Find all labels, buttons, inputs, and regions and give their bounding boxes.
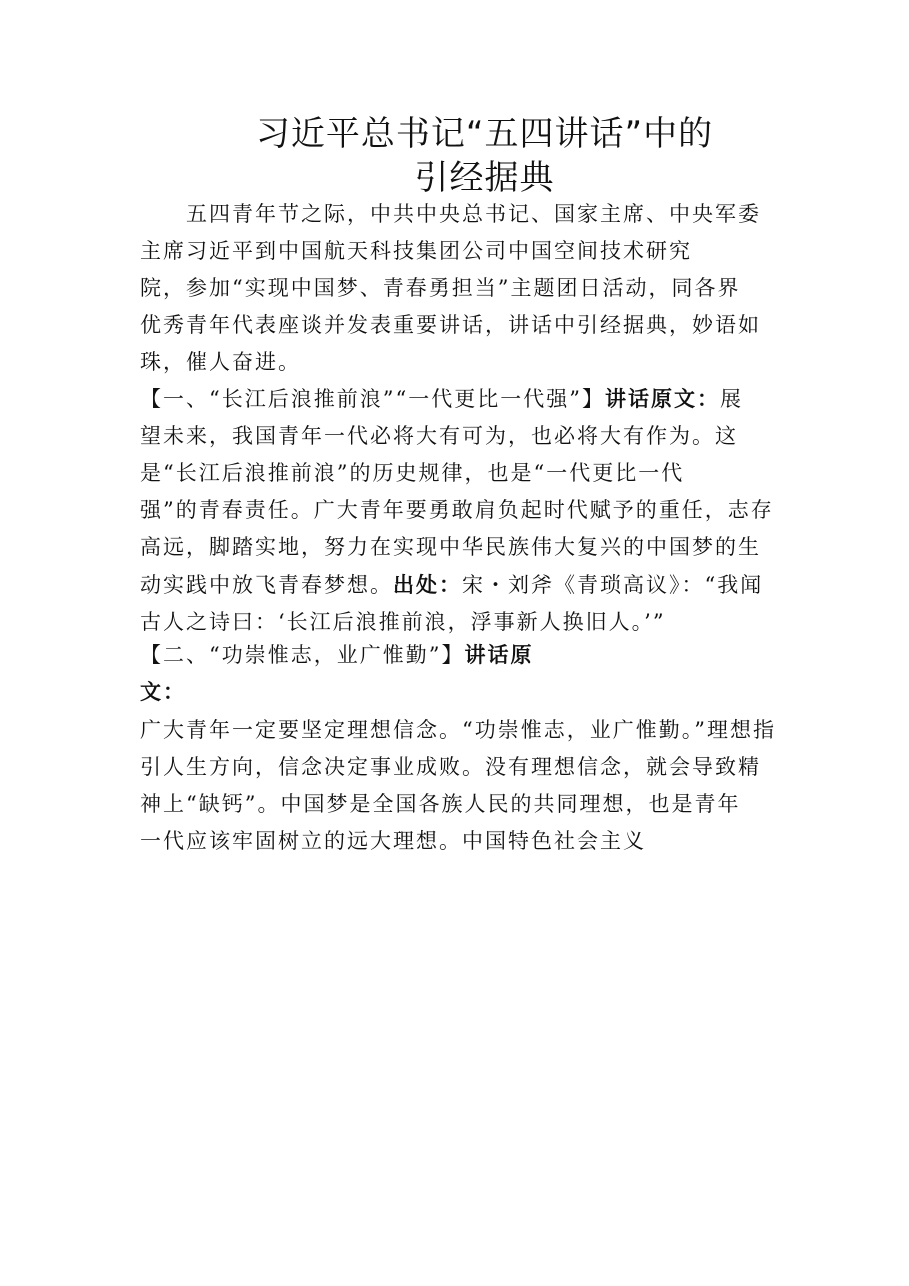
section-2-label-line <box>140 673 780 710</box>
section-2-heading: 【二、“功崇惟志，业广惟勤”】 <box>140 643 465 667</box>
section-2-body <box>140 712 780 860</box>
section-1-original-label: 讲话原文： <box>604 386 720 411</box>
document-title-line-2: 引经据典 <box>414 158 555 198</box>
intro-paragraph <box>140 196 780 381</box>
section-2-heading-wrap <box>140 636 780 674</box>
section-1-line: 望未来，我国青年一代必将大有可为，也必将大有作为。这 <box>140 424 738 448</box>
section-1-line: 是“长江后浪推前浪”的历史规律，也是“一代更比一代 <box>140 461 685 485</box>
section-1-line: 高远，脚踏实地，努力在实现中华民族伟大复兴的中国梦的生 <box>140 535 761 559</box>
intro-line: 五四青年节之际，中共中央总书记、国家主席、中央军委 <box>186 202 761 226</box>
section-2-line: 广大青年一定要坚定理想信念。“功崇惟志，业广惟勤。”理想指 <box>140 718 776 742</box>
section-2-line: 一代应该牢固树立的远大理想。中国特色社会主义 <box>140 829 646 853</box>
intro-line: 优秀青年代表座谈并发表重要讲话，讲话中引经据典，妙语如 <box>140 313 761 337</box>
section-1-source-label: 出处： <box>393 572 462 597</box>
section-1-text-start: 展 <box>719 387 743 411</box>
section-1-line: 强”的青春责任。广大青年要勇敢肩负起时代赋予的重任，志存 <box>140 498 774 522</box>
section-1-final-line: 古人之诗曰：‘长江后浪推前浪，浮事新人换旧人。’” <box>140 610 666 634</box>
section-1-source-text: 宋・刘斧《青琐高议》：“我闻 <box>462 573 764 597</box>
section-1-source-line <box>140 566 780 604</box>
section-1-heading: 【一、“长江后浪推前浪”“一代更比一代强”】 <box>140 387 605 411</box>
section-2-original-label-b: 文： <box>140 679 186 704</box>
intro-line: 院，参加“实现中国梦、青春勇担当”主题团日活动，同各界 <box>140 276 741 300</box>
intro-line: 主席习近平到中国航天科技集团公司中国空间技术研究 <box>140 239 692 263</box>
section-2-original-label-a: 讲话原 <box>464 642 534 667</box>
section-2-heading-line <box>140 636 780 674</box>
section-2-line: 引人生方向，信念决定事业成败。没有理想信念，就会导致精 <box>140 755 761 779</box>
intro-line: 珠，催人奋进。 <box>140 350 301 374</box>
section-1-last-text: 动实践中放飞青春梦想。 <box>140 573 393 597</box>
section-1 <box>140 380 780 641</box>
document-title-line-1: 习近平总书记“五四讲话”中的 <box>255 114 714 154</box>
section-2-line: 神上“缺钙”。中国梦是全国各族人民的共同理想，也是青年 <box>140 792 741 816</box>
section-1-heading-line <box>140 380 780 418</box>
